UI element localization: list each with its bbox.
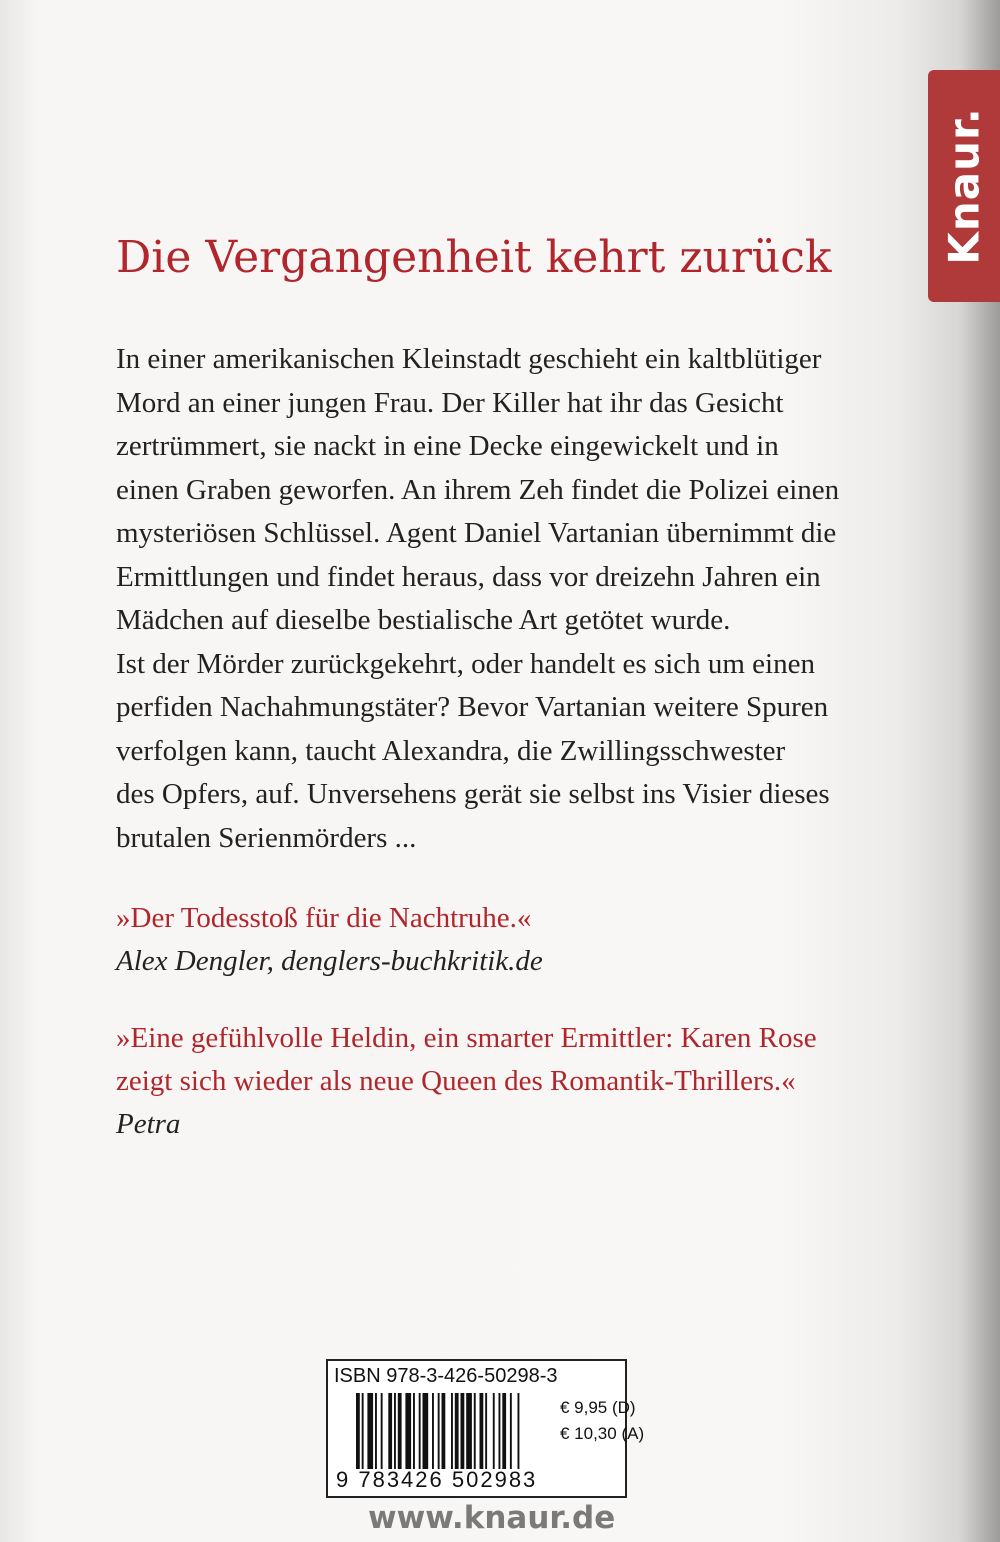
blurb-line: verfolgen kann, taucht Alexandra, die Zwillingsschwester bbox=[116, 734, 786, 767]
blurb-line: mysteriösen Schlüssel. Agent Daniel Vartanian übernimmt die bbox=[116, 517, 837, 549]
publisher-logo-text: Knaur. bbox=[939, 107, 989, 265]
publisher-spine-tab bbox=[928, 70, 1000, 302]
blurb-line: Ermittlungen und findet heraus, dass vor dreizehn Jahren ein bbox=[116, 560, 821, 593]
quote-source: Alex Dengler, denglers-buchkritik.de bbox=[116, 945, 543, 977]
headline: Die Vergangenheit kehrt zurück bbox=[116, 232, 832, 283]
price-austria: € 10,30 (A) bbox=[560, 1424, 645, 1443]
blurb-line: brutalen Serienmörders ... bbox=[116, 821, 417, 854]
quote-text: »Eine gefühlvolle Heldin, ein smarter Ermittler: Karen Rose bbox=[116, 1022, 817, 1054]
quote-text: zeigt sich wieder als neue Queen des Romantik-Thrillers.« bbox=[116, 1065, 796, 1097]
barcode-icon bbox=[356, 1393, 558, 1469]
quote-source: Petra bbox=[116, 1108, 181, 1140]
isbn-label: ISBN 978-3-426-50298-3 bbox=[334, 1365, 558, 1387]
review-quote-2 bbox=[116, 1017, 817, 1146]
publisher-website: www.knaur.de bbox=[368, 1500, 616, 1536]
blurb-line: perfiden Nachahmungstäter? Bevor Vartanian weitere Spuren bbox=[116, 691, 829, 723]
barcode-digits: 9 783426 502983 bbox=[336, 1467, 538, 1492]
blurb-line: In einer amerikanischen Kleinstadt geschieht ein kaltblütiger bbox=[116, 343, 822, 375]
blurb-line: zertrümmert, sie nackt in eine Decke eingewickelt und in bbox=[116, 430, 779, 462]
isbn-price-box bbox=[326, 1359, 645, 1498]
blurb-line: einen Graben geworfen. An ihrem Zeh findet die Polizei einen bbox=[116, 473, 840, 506]
blurb-line: Mord an einer jungen Frau. Der Killer hat ihr das Gesicht bbox=[116, 386, 784, 419]
blurb-text bbox=[116, 338, 916, 860]
review-quote-1 bbox=[116, 897, 543, 983]
price-list bbox=[560, 1395, 644, 1447]
blurb-line: Mädchen auf dieselbe bestialische Art getötet wurde. bbox=[116, 604, 731, 636]
price-germany: € 9,95 (D) bbox=[560, 1398, 636, 1417]
blurb-line: des Opfers, auf. Unversehens gerät sie selbst ins Visier dieses bbox=[116, 778, 830, 810]
quote-text: »Der Todesstoß für die Nachtruhe.« bbox=[116, 902, 532, 934]
blurb-line: Ist der Mörder zurückgekehrt, oder handelt es sich um einen bbox=[116, 647, 815, 680]
